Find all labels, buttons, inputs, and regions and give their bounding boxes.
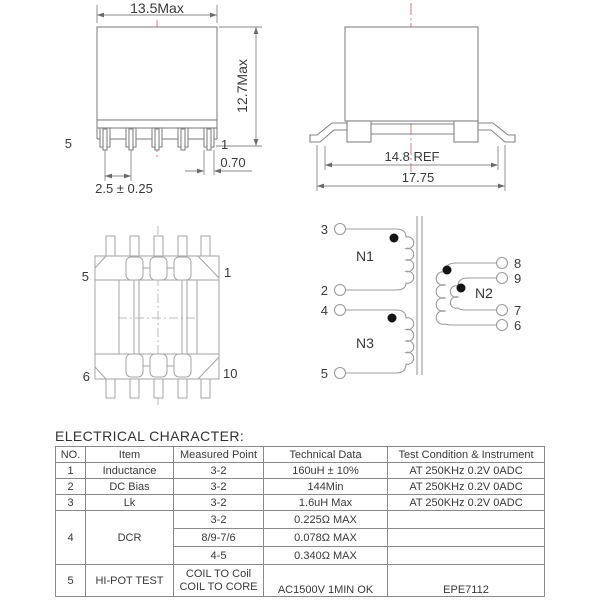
cell-item: Inductance [86,463,174,479]
cell-item: DC Bias [86,479,174,495]
dim-body-height-label: 12.7Max [234,59,250,113]
electrical-character-title: ELECTRICAL CHARACTER: [55,428,245,444]
header-technical-data: Technical Data [264,447,388,463]
front-view-drawing [65,0,262,196]
front-base-strip [97,120,217,128]
cell-point: 3-2 [174,479,264,495]
sch-pin5-label: 5 [320,366,328,381]
dot-n3 [388,314,397,323]
table-row [56,511,545,529]
cell-cond [388,511,545,529]
electrical-character-table [55,446,545,597]
table-row [56,463,545,479]
side-lead-left [310,123,347,142]
cell-data: 1.6uH Max [264,495,388,511]
table-row [56,479,545,495]
bottom-pin6-label: 6 [82,369,90,384]
cell-cond: AT 250KHz 0.2V 0ADC [388,495,545,511]
sch-pin8-label: 8 [514,256,522,271]
side-body [345,27,478,121]
cell-cond [388,529,545,547]
cell-cond: AT 250KHz 0.2V 0ADC [388,463,545,479]
winding-n1-label: N1 [356,248,374,264]
cell-data: 0.340Ω MAX [264,547,388,565]
bottom-pin10-label: 10 [223,366,238,381]
schematic-terminals [335,224,508,379]
sch-pin2-label: 2 [320,283,328,298]
header-item: Item [86,447,174,463]
cell-point: 8/9-7/6 [174,529,264,547]
cell-point: 3-2 [174,463,264,479]
cell-data: 160uH ± 10% [264,463,388,479]
sch-pin7-label: 7 [514,303,522,318]
cell-data: AC1500V 1MIN OK [264,565,388,597]
table-row [56,565,545,597]
dim-inner-label: 14.8 REF [384,149,440,164]
table-header-row [56,447,545,463]
front-dim-height [216,27,262,146]
cell-data: 144Min [264,479,388,495]
front-dim-lead-width [185,150,252,175]
bottom-pins-top [106,236,210,256]
cell-item: Lk [86,495,174,511]
front-pin5-label: 5 [64,136,72,151]
dim-lead-width-label: 0.70 [220,155,246,170]
table-row [56,495,545,511]
cell-no: 5 [56,565,86,597]
winding-n2-label: N2 [475,285,493,301]
header-no: NO. [56,447,86,463]
sch-pin4-label: 4 [320,303,328,318]
dot-n2-outer [443,266,452,275]
header-measured-point: Measured Point [174,447,264,463]
front-dim-width [97,0,217,23]
side-foot-left [347,121,371,142]
cell-point: 3-2 [174,495,264,511]
dot-n2-inner [457,284,466,293]
winding-n3-label: N3 [356,335,374,351]
cell-no: 4 [56,511,86,565]
side-lead-right [478,123,515,142]
side-foot-right [454,121,478,142]
bottom-pin5-label: 5 [81,269,89,284]
dim-body-width-label: 13.5Max [130,0,184,16]
schematic-drawing [321,216,521,381]
dot-n1 [390,234,399,243]
cell-item: DCR [86,511,174,565]
cell-cond: AT 250KHz 0.2V 0ADC [388,479,545,495]
front-pin1-label: 1 [221,137,229,152]
cell-no: 2 [56,479,86,495]
cell-point [174,565,264,597]
cell-no: 1 [56,463,86,479]
cell-data: 0.078Ω MAX [264,529,388,547]
cell-point: 4-5 [174,547,264,565]
front-body [97,27,217,120]
dim-outer-label: 17.75 [401,170,435,185]
sch-pin6-label: 6 [514,318,522,333]
cell-no: 3 [56,495,86,511]
cell-point-line2: COIL TO CORE [179,580,258,593]
cell-data: 0.225Ω MAX [264,511,388,529]
front-dim-pitch [95,150,153,196]
header-test-condition: Test Condition & Instrument [388,447,545,463]
bottom-pin1-label: 1 [224,265,232,280]
bottom-pins-bottom [106,379,210,398]
cell-point-line1: COIL TO Coil [185,567,252,580]
cell-cond [388,547,545,565]
cell-point: 3-2 [174,511,264,529]
sch-pin3-label: 3 [320,222,328,237]
polarity-dots [388,234,466,323]
side-view-drawing [310,3,515,191]
dim-pitch-label: 2.5 ± 0.25 [95,181,153,196]
cell-cond: EPE7112 [388,565,545,597]
sch-pin9-label: 9 [514,271,522,286]
cell-item: HI-POT TEST [86,565,174,597]
bottom-view-drawing [82,226,238,408]
